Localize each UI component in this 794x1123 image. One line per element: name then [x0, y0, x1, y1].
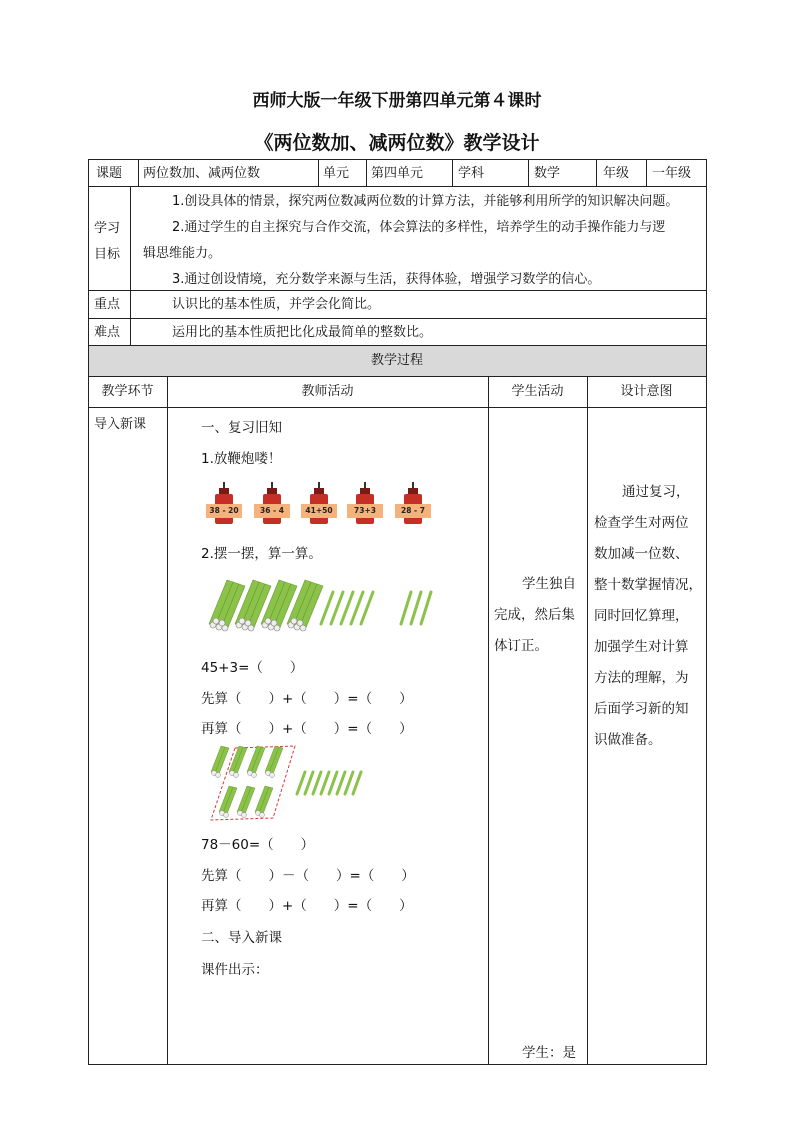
column-header-intent: 设计意图: [620, 384, 673, 399]
item-counting-sticks: 2.摆一摆，算一算。: [201, 546, 322, 562]
stick-bundle-icon: [237, 786, 255, 814]
grade-label: 年级: [603, 166, 630, 181]
column-header-student: 学生活动: [511, 384, 564, 399]
intent-line-8: 后面学习新的知: [594, 701, 689, 717]
key-point-label: 重点: [94, 297, 121, 312]
intent-line-7: 方法的理解，为: [594, 670, 689, 686]
firecracker-label: 36 - 4: [254, 504, 290, 518]
unit-label: 单元: [323, 166, 350, 181]
column-header-teacher: 教师活动: [301, 384, 354, 399]
student-activity-line-3: 体订正。: [494, 638, 548, 654]
single-sticks-icon: [321, 592, 431, 624]
intent-line-9: 识做准备。: [594, 732, 662, 748]
review-heading: 一、复习旧知: [201, 420, 282, 436]
goal-line-4: 3.通过创设情境，充分数学来源与生活，获得体验，增强学习数学的信心。: [172, 272, 601, 287]
goals-label-line1: 学习: [94, 221, 121, 236]
firecracker-label: 73+3: [347, 504, 383, 518]
intent-line-3: 数加减一位数、: [594, 546, 689, 562]
courseware-label: 课件出示：: [201, 962, 269, 978]
firecracker-label: 28 - 7: [395, 504, 431, 518]
goal-line-3: 辑思维能力。: [143, 246, 222, 261]
column-header-stage: 教学环节: [101, 384, 154, 399]
document-title: 西师大版一年级下册第四单元第４课时: [252, 91, 542, 111]
stick-bundle-icon: [247, 746, 265, 774]
item-firecrackers: 1.放鞭炮喽！: [201, 451, 282, 467]
single-sticks-icon: [297, 772, 361, 794]
firecracker-label: 41+50: [301, 504, 337, 518]
equation-2-second-step: 再算（ ）+（ ）=（ ）: [201, 898, 413, 914]
stick-bundle-icon: [219, 786, 237, 814]
intent-line-6: 加强学生对计算: [594, 639, 689, 655]
process-header: 教学过程: [370, 353, 423, 368]
counting-sticks-figure-2: [205, 742, 365, 822]
topic-label: 课题: [96, 166, 123, 181]
stick-bundle-icon: [229, 746, 247, 774]
intent-line-4: 整十数掌握情况，: [594, 577, 702, 593]
equation-2: 78－60=（ ）: [201, 837, 315, 853]
goal-line-2: 2.通过学生的自主探究与合作交流，体会算法的多样性，培养学生的动手操作能力与逻: [172, 220, 666, 235]
equation-1: 45+3=（ ）: [201, 660, 304, 676]
difficulty-label: 难点: [94, 325, 121, 340]
stick-bundle-icon: [255, 786, 273, 814]
new-lesson-heading: 二、导入新课: [201, 930, 282, 946]
intent-line-1: 通过复习，: [622, 484, 690, 500]
firecracker-label: 38 - 20: [206, 504, 242, 518]
student-activity-bottom: 学生：是: [522, 1045, 576, 1061]
difficulty-text: 运用比的基本性质把比化成最简单的整数比。: [172, 325, 433, 340]
counting-sticks-figure-1: [205, 578, 445, 634]
equation-1-first-step: 先算（ ）+（ ）=（ ）: [201, 691, 413, 707]
student-activity-line-1: 学生独自: [522, 576, 576, 592]
unit-value: 第四单元: [371, 166, 424, 181]
goal-line-1: 1.创设具体的情景，探究两位数减两位数的计算方法，并能够利用所学的知识解决问题。: [172, 194, 679, 209]
stick-bundle-icon: [265, 746, 283, 774]
intent-line-5: 同时回忆算理，: [594, 608, 689, 624]
subject-value: 数学: [534, 166, 561, 181]
grade-value: 一年级: [652, 166, 692, 181]
student-activity-line-2: 完成，然后集: [494, 607, 575, 623]
stage-name: 导入新课: [94, 417, 147, 432]
goals-label-line2: 目标: [94, 247, 121, 262]
topic-value: 两位数加、减两位数: [143, 166, 261, 181]
equation-1-second-step: 再算（ ）+（ ）=（ ）: [201, 721, 413, 737]
key-point-text: 认识比的基本性质，并学会化简比。: [172, 297, 381, 312]
subject-label: 学科: [458, 166, 485, 181]
intent-line-2: 检查学生对两位: [594, 515, 689, 531]
document-subtitle: 《两位数加、减两位数》教学设计: [254, 132, 540, 154]
stick-bundle-icon: [211, 746, 229, 774]
equation-2-first-step: 先算（ ）－（ ）=（ ）: [201, 868, 415, 884]
